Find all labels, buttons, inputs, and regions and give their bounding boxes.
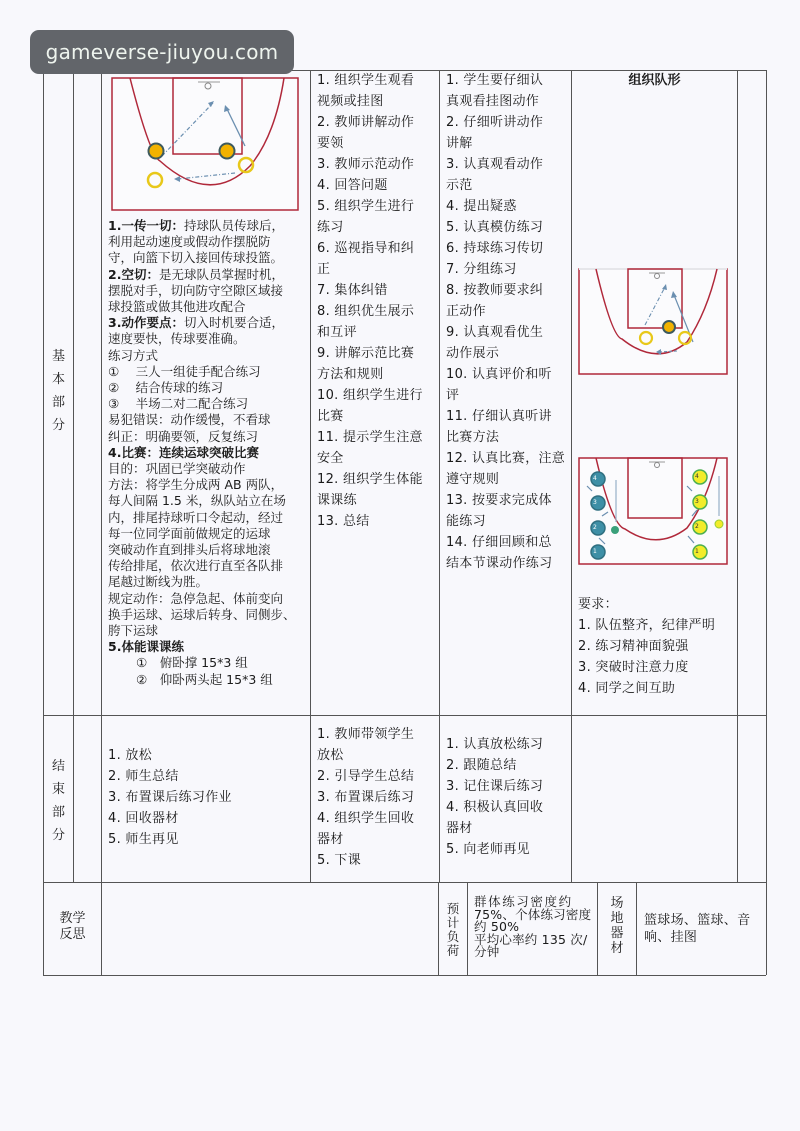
venue-values xyxy=(644,912,764,946)
player-number: 3 xyxy=(695,498,699,505)
point-3-title: 3.动作要点： xyxy=(108,315,184,331)
venue-label xyxy=(598,896,636,956)
load-line: 约 50% xyxy=(474,919,520,934)
fitness-item: ② 仰卧两头起 15*3 组 xyxy=(136,671,273,687)
student-item: 评 xyxy=(446,388,460,403)
section-label-ending-text: 结束部分 xyxy=(52,759,66,843)
player-number: 3 xyxy=(593,499,597,506)
teacher-item: 和互评 xyxy=(317,325,357,340)
point-1-line: 守，向篮下切入接回传球投篮。 xyxy=(108,250,284,266)
student-item: 4. 积极认真回收 xyxy=(446,800,544,815)
practice-item: ③ 半场二对二配合练习 xyxy=(108,396,249,412)
point-2 xyxy=(108,267,308,283)
student-item: 10. 认真评价和听 xyxy=(446,367,552,382)
reflection-label xyxy=(44,911,101,943)
student-item: 能练习 xyxy=(446,514,486,529)
teacher-item: 2. 引导学生总结 xyxy=(317,769,415,784)
student-item: 动作展示 xyxy=(446,346,500,361)
teacher-item: 放松 xyxy=(317,748,344,763)
venue-label-text: 场地器材 xyxy=(610,896,624,956)
teacher-item: 6. 巡视指导和纠 xyxy=(317,241,415,256)
organization-requirements xyxy=(578,594,736,699)
requirements-label: 要求： xyxy=(578,597,618,612)
teacher-activities-ending xyxy=(317,724,437,871)
requirement-item: 3. 突破时注意力度 xyxy=(578,660,689,675)
teacher-item: 课课练 xyxy=(317,493,357,508)
student-item: 1. 学生要仔细认 xyxy=(446,73,544,88)
teacher-activities-basic xyxy=(317,70,437,532)
point-3 xyxy=(108,315,308,331)
player-number: 1 xyxy=(695,548,699,555)
load-line: 平均心率约 135 次/ xyxy=(474,931,588,947)
point-2-line: 球投篮或做其他进攻配合 xyxy=(108,299,246,315)
load-line: 75%、个体练习密度 xyxy=(474,906,592,922)
teacher-item: 8. 组织优生展示 xyxy=(317,304,415,319)
point-3-text: 切入时机要合适， xyxy=(183,315,284,331)
teacher-item: 安全 xyxy=(317,451,344,466)
col-divider-4 xyxy=(439,70,440,882)
watermark-label: gameverse-jiuyou.com xyxy=(30,30,294,74)
ending-item: 5. 师生再见 xyxy=(108,832,179,847)
teacher-item: 2. 教师讲解动作 xyxy=(317,115,415,130)
student-item: 14. 仔细回顾和总 xyxy=(446,535,552,550)
student-item: 3. 记住课后练习 xyxy=(446,779,544,794)
point-2-title: 2.空切： xyxy=(108,266,159,282)
point-1-title: 1.一传一切： xyxy=(108,218,184,233)
teacher-item: 练习 xyxy=(317,220,344,235)
teacher-item: 9. 讲解示范比赛 xyxy=(317,346,415,361)
method-line: 突破动作直到排头后将球地滚 xyxy=(108,542,271,558)
point-1-text: 持球队员传球后， xyxy=(183,218,284,233)
reflection-label-line: 教学 xyxy=(59,911,86,926)
student-item: 正动作 xyxy=(446,304,486,319)
student-item: 9. 认真观看优生 xyxy=(446,325,544,340)
teacher-item: 12. 组织学生体能 xyxy=(317,472,423,487)
student-activities-ending xyxy=(446,734,570,860)
organization-title: 组织队形 xyxy=(628,73,681,88)
student-item: 遵守规则 xyxy=(446,472,500,487)
load-values xyxy=(474,896,596,959)
load-line: 分钟 xyxy=(474,944,500,959)
student-item: 5. 认真模仿练习 xyxy=(446,220,544,235)
student-item: 5. 向老师再见 xyxy=(446,842,530,857)
requirement-item: 2. 练习精神面貌强 xyxy=(578,639,689,654)
teacher-item: 7. 集体纠错 xyxy=(317,283,388,298)
student-item: 示范 xyxy=(446,178,473,193)
basic-content xyxy=(108,218,308,688)
col-divider-b2 xyxy=(467,882,468,975)
teacher-item: 1. 教师带领学生 xyxy=(317,727,415,742)
venue-line: 响、挂图 xyxy=(644,930,698,945)
rule-line: 换手运球、运球后转身、同侧步、 xyxy=(108,606,296,622)
player-number: 4 xyxy=(695,473,699,480)
ending-item: 1. 放松 xyxy=(108,748,153,763)
teacher-item: 1. 组织学生观看 xyxy=(317,73,415,88)
fitness-item: ① 俯卧撑 15*3 组 xyxy=(136,655,248,671)
table-border-right xyxy=(766,70,767,975)
point-1 xyxy=(108,218,308,234)
point-2-line: 摆脱对手，切向防守空隙区域接 xyxy=(108,282,284,298)
student-item: 真观看挂图动作 xyxy=(446,94,540,109)
teacher-item: 13. 总结 xyxy=(317,514,370,529)
game-purpose: 目的：巩固已学突破动作 xyxy=(108,461,246,477)
point-4-title: 4.比赛：连续运球突破比赛 xyxy=(108,444,259,460)
col-divider-b4 xyxy=(636,882,637,975)
load-line: 群体练习密度约 xyxy=(474,894,573,909)
load-label xyxy=(439,902,467,958)
student-item: 4. 提出疑惑 xyxy=(446,199,517,214)
method-line: 方法：将学生分成两 AB 两队， xyxy=(108,477,284,493)
method-line: 每人间隔 1.5 米，纵队站立在场 xyxy=(108,493,286,509)
player-number: 1 xyxy=(593,548,597,555)
student-activities-basic xyxy=(446,70,570,574)
method-line: 内，排尾持球听口令起动，经过 xyxy=(108,509,284,525)
student-item: 6. 持球练习传切 xyxy=(446,241,544,256)
col-divider-2 xyxy=(101,70,102,975)
section-label-basic xyxy=(44,345,73,437)
point-3-line: 速度要快，传球要准确。 xyxy=(108,331,246,347)
row-divider-basic-ending xyxy=(43,715,766,716)
col-divider-3 xyxy=(310,70,311,882)
reflection-label-line: 反思 xyxy=(59,927,86,942)
team-yellow-labels xyxy=(695,473,705,556)
practice-label: 练习方式 xyxy=(108,347,159,363)
col-divider-1 xyxy=(73,70,74,882)
point-2-text: 是无球队员掌握时机， xyxy=(158,266,284,282)
student-item: 比赛方法 xyxy=(446,430,500,445)
teacher-item: 3. 教师示范动作 xyxy=(317,157,415,172)
ending-item: 4. 回收器材 xyxy=(108,811,179,826)
court-diagram-formation xyxy=(577,267,729,377)
method-line: 每一位同学面前做规定的运球 xyxy=(108,525,271,541)
teacher-item: 10. 组织学生进行 xyxy=(317,388,423,403)
rule-line: 胯下运球 xyxy=(108,623,159,639)
teacher-item: 5. 下课 xyxy=(317,853,362,868)
reflection-input[interactable] xyxy=(102,883,438,975)
student-item: 12. 认真比赛，注意 xyxy=(446,451,566,466)
col-divider-5 xyxy=(571,70,572,882)
student-item: 讲解 xyxy=(446,136,473,151)
student-item: 器材 xyxy=(446,821,473,836)
teacher-item: 器材 xyxy=(317,832,344,847)
rule-line: 规定动作：急停急起、体前变向 xyxy=(108,590,284,606)
teacher-item: 11. 提示学生注意 xyxy=(317,430,423,445)
section-label-ending xyxy=(44,755,73,847)
teacher-item: 比赛 xyxy=(317,409,344,424)
teacher-item: 4. 回答问题 xyxy=(317,178,388,193)
player-number: 2 xyxy=(593,524,597,531)
student-item: 8. 按教师要求纠 xyxy=(446,283,544,298)
student-item: 1. 认真放松练习 xyxy=(446,737,544,752)
method-line: 传给排尾，依次进行直至各队排 xyxy=(108,558,284,574)
player-number: 4 xyxy=(593,475,597,482)
point-1-line: 利用起动速度或假动作摆脱防 xyxy=(108,234,271,250)
requirement-item: 1. 队伍整齐，纪律严明 xyxy=(578,618,716,633)
ending-item: 2. 师生总结 xyxy=(108,769,179,784)
teacher-item: 5. 组织学生进行 xyxy=(317,199,415,214)
table-border-bottom xyxy=(43,975,766,976)
teacher-item: 方法和规则 xyxy=(317,367,384,382)
col-divider-6 xyxy=(737,70,738,882)
practice-item: ② 结合传球的练习 xyxy=(108,380,224,396)
teacher-item: 要领 xyxy=(317,136,344,151)
requirement-item: 4. 同学之间互助 xyxy=(578,681,676,696)
correction: 纠正：明确要领，反复练习 xyxy=(108,428,259,444)
teacher-item: 正 xyxy=(317,262,331,277)
student-item: 结本节课动作练习 xyxy=(446,556,553,571)
student-item: 2. 跟随总结 xyxy=(446,758,517,773)
student-item: 2. 仔细听讲动作 xyxy=(446,115,544,130)
student-item: 11. 仔细认真听讲 xyxy=(446,409,552,424)
teacher-item: 3. 布置课后练习 xyxy=(317,790,415,805)
ending-content xyxy=(108,745,308,850)
section-label-basic-text: 基本部分 xyxy=(52,349,66,433)
team-blue-labels xyxy=(593,475,603,556)
common-errors: 易犯错误：动作缓慢，不看球 xyxy=(108,412,271,428)
venue-line: 篮球场、篮球、音 xyxy=(644,913,751,928)
point-5-title: 5.体能课课练 xyxy=(108,639,184,655)
practice-item: ① 三人一组徒手配合练习 xyxy=(108,363,261,379)
court-diagram-pass-cut xyxy=(110,76,300,212)
teacher-item: 4. 组织学生回收 xyxy=(317,811,415,826)
teacher-item: 视频或挂图 xyxy=(317,94,384,109)
student-item: 7. 分组练习 xyxy=(446,262,517,277)
method-line: 尾越过断线为胜。 xyxy=(108,574,209,590)
student-item: 3. 认真观看动作 xyxy=(446,157,544,172)
player-number: 2 xyxy=(695,523,699,530)
load-label-text: 预计负荷 xyxy=(446,901,460,958)
ending-item: 3. 布置课后练习作业 xyxy=(108,790,232,805)
student-item: 13. 按要求完成体 xyxy=(446,493,552,508)
